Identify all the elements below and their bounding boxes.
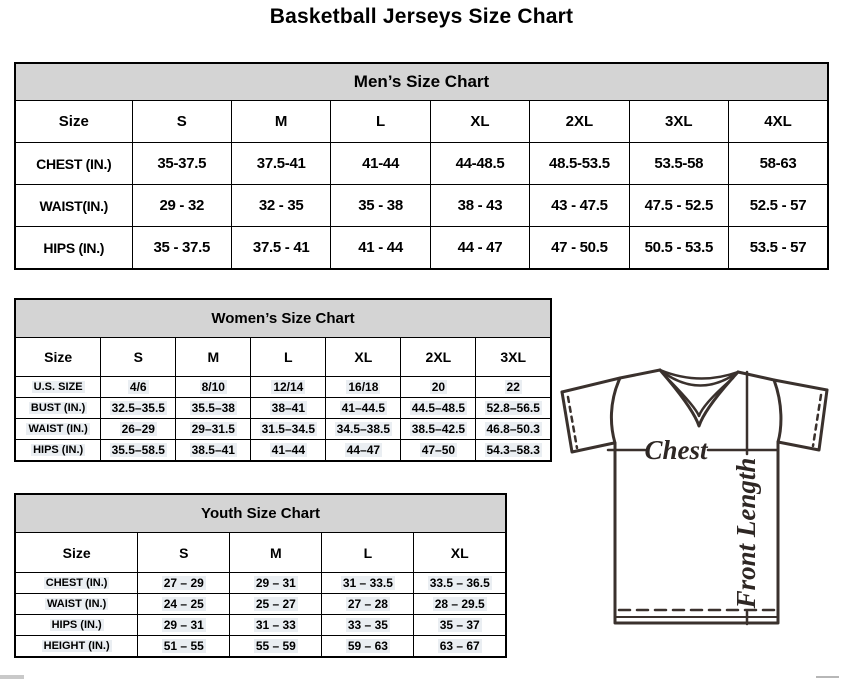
table-row [15,227,828,270]
size-value-text: 53.5 - 57 [749,239,807,256]
size-value-text: 48.5-53.5 [549,155,610,172]
size-header-2xl: 2XL [530,101,629,143]
size-value-cell [326,398,401,419]
size-value-cell [401,398,476,419]
size-header-xl: XL [430,101,529,143]
right-armhole-line [774,380,781,442]
size-value-cell [530,185,629,227]
size-value-text: 4/6 [129,380,147,394]
size-value-text: 53.5-58 [654,155,704,172]
size-value-cell [326,440,401,462]
size-value-cell [176,398,251,419]
table-row [15,185,828,227]
youth-size-table [14,493,507,658]
size-value-cell [322,573,414,594]
size-value-cell [230,573,322,594]
size-value-cell [230,636,322,658]
size-value-text: 29 - 32 [159,197,205,214]
row-label [15,594,138,615]
size-value-cell [476,419,551,440]
size-value-cell [132,185,231,227]
size-value-cell [101,377,176,398]
size-value-text: 29 – 31 [163,618,204,632]
size-value-text: 44-48.5 [455,155,505,172]
size-value-text: 16/18 [348,380,379,394]
size-value-text: 63 – 67 [439,639,480,653]
size-header-s: S [101,338,176,377]
size-value-cell [430,227,529,270]
size-value-text: 46.8–50.3 [486,422,540,436]
table-row [15,615,506,636]
size-value-text: 31 – 33 [255,618,296,632]
row-label-text: WAIST(IN.) [39,197,109,214]
size-value-cell [401,440,476,462]
size-value-cell [530,227,629,270]
size-value-cell [629,227,728,270]
table-row [15,594,506,615]
size-value-cell [530,143,629,185]
size-value-text: 29 – 31 [255,576,296,590]
left-armhole-line [611,378,620,443]
size-header-xl: XL [326,338,401,377]
row-label-text: CHEST (IN.) [45,577,108,589]
row-label [15,143,132,185]
size-value-cell [251,377,326,398]
size-value-text: 37.5-41 [256,155,306,172]
size-value-text: 24 – 25 [163,597,204,611]
horizontal-scrollbar-fragment[interactable] [0,675,24,679]
size-value-text: 8/10 [201,380,225,394]
size-value-text: 38.5–42.5 [411,422,466,436]
size-value-text: 52.8–56.5 [486,401,540,415]
size-value-text: 35.5–38 [191,401,235,415]
row-label-text: HIPS (IN.) [51,619,102,631]
front-length-label: Front Length [731,457,761,609]
size-value-text: 44.5–48.5 [411,401,466,415]
size-value-cell [101,440,176,462]
row-label [15,419,101,440]
size-value-cell [176,440,251,462]
size-header-3xl: 3XL [629,101,728,143]
mens-size-table [14,62,829,270]
size-value-cell [414,636,506,658]
table-row [15,419,551,440]
size-value-cell [729,227,829,270]
size-header-s: S [132,101,231,143]
size-value-text: 54.3–58.3 [486,443,540,457]
size-value-cell [138,594,230,615]
size-value-cell [414,615,506,636]
size-value-text: 59 – 63 [347,639,388,653]
size-value-text: 33.5 – 36.5 [429,576,490,590]
size-value-cell [138,615,230,636]
row-label [15,636,138,658]
size-header-s: S [138,533,230,573]
size-column-header: Size [15,101,132,143]
size-chart-section-title: Men’s Size Chart [15,63,828,101]
size-header-xl: XL [414,533,506,573]
page-title: Basketball Jerseys Size Chart [269,5,574,28]
table-row [15,377,551,398]
row-label [15,377,101,398]
size-value-cell [629,143,728,185]
size-value-text: 38.5–41 [191,443,235,457]
size-value-cell [132,143,231,185]
row-label-text: WAIST (IN.) [28,423,88,435]
row-label-text: HIPS (IN.) [33,444,84,456]
size-value-cell [729,185,829,227]
size-value-cell [230,594,322,615]
size-value-text: 27 – 28 [347,597,388,611]
size-value-text: 22 [506,380,520,394]
size-value-text: 35 - 37.5 [153,239,211,256]
row-label [15,185,132,227]
row-label-text: HEIGHT (IN.) [43,640,110,652]
size-value-cell [729,143,829,185]
size-value-cell [401,419,476,440]
jersey-measurement-diagram [556,362,838,665]
size-value-text: 50.5 - 53.5 [644,239,713,256]
size-value-cell [231,185,330,227]
size-value-text: 26–29 [121,422,155,436]
size-value-cell [414,573,506,594]
size-value-cell [138,573,230,594]
row-label [15,398,101,419]
size-value-text: 31 – 33.5 [342,576,393,590]
size-header-l: L [322,533,414,573]
size-value-cell [414,594,506,615]
size-value-cell [430,143,529,185]
size-header-4xl: 4XL [729,101,829,143]
size-value-text: 35-37.5 [157,155,207,172]
row-label [15,573,138,594]
size-value-text: 34.5–38.5 [336,422,391,436]
size-value-text: 47.5 - 52.5 [644,197,713,214]
size-value-text: 38–41 [271,401,306,415]
size-value-text: 37.5 - 41 [252,239,310,256]
size-value-text: 33 – 35 [347,618,388,632]
size-value-cell [322,594,414,615]
size-value-text: 51 – 55 [163,639,204,653]
horizontal-scrollbar-fragment[interactable] [816,676,839,678]
size-value-text: 27 – 29 [163,576,204,590]
row-label-text: HIPS (IN.) [43,239,105,256]
size-value-text: 35 - 38 [358,197,403,214]
right-shoulder-line [738,372,827,390]
size-value-cell [132,227,231,270]
size-value-cell [251,398,326,419]
size-column-header: Size [15,533,138,573]
size-value-cell [101,398,176,419]
size-value-cell [230,615,322,636]
size-value-text: 44–47 [346,443,381,457]
size-value-cell [629,185,728,227]
size-value-text: 55 – 59 [255,639,296,653]
size-value-cell [430,185,529,227]
size-value-cell [251,419,326,440]
row-label-text: WAIST (IN.) [46,598,107,610]
size-value-text: 28 – 29.5 [434,597,485,611]
size-value-cell [476,398,551,419]
size-chart-section-title: Women’s Size Chart [15,299,551,338]
row-label-text: BUST (IN.) [30,402,86,414]
size-value-cell [231,227,330,270]
left-shoulder-line [562,370,660,392]
size-value-text: 25 – 27 [255,597,296,611]
table-row [15,636,506,658]
size-value-text: 29–31.5 [191,422,235,436]
size-value-cell [322,615,414,636]
size-value-cell [326,377,401,398]
table-row [15,398,551,419]
size-value-text: 41-44 [362,155,400,172]
size-value-text: 58-63 [759,155,797,172]
size-value-cell [231,143,330,185]
size-value-text: 38 - 43 [457,197,503,214]
chest-label: Chest [644,435,708,465]
size-value-cell [326,419,401,440]
size-value-cell [176,377,251,398]
size-header-m: M [230,533,322,573]
size-value-cell [476,440,551,462]
size-value-cell [401,377,476,398]
size-header-l: L [331,101,430,143]
size-chart-section-title: Youth Size Chart [15,494,506,533]
size-value-text: 35 – 37 [439,618,480,632]
size-value-text: 32.5–35.5 [111,401,165,415]
table-row [15,143,828,185]
row-label-text: CHEST (IN.) [36,155,112,172]
row-label [15,227,132,270]
row-label [15,440,101,462]
size-header-3xl: 3XL [476,338,551,377]
size-value-cell [138,636,230,658]
size-value-text: 47–50 [421,443,456,457]
size-value-cell [331,143,430,185]
size-value-cell [176,419,251,440]
size-header-m: M [176,338,251,377]
size-column-header: Size [15,338,101,377]
size-value-text: 12/14 [273,380,304,394]
size-header-m: M [231,101,330,143]
row-label [15,615,138,636]
size-value-text: 31.5–34.5 [261,422,316,436]
womens-size-table [14,298,552,462]
size-value-cell [251,440,326,462]
size-value-cell [331,227,430,270]
size-value-text: 47 - 50.5 [551,239,608,256]
size-header-l: L [251,338,326,377]
size-value-text: 43 - 47.5 [551,197,608,214]
size-value-cell [331,185,430,227]
size-value-text: 32 - 35 [258,197,304,214]
size-value-text: 44 - 47 [457,239,503,256]
size-value-text: 41–44.5 [341,401,386,415]
row-label-text: U.S. SIZE [33,381,83,393]
size-value-cell [101,419,176,440]
size-value-text: 35.5–58.5 [111,443,165,457]
size-value-text: 20 [431,380,446,394]
size-value-cell [322,636,414,658]
table-row [15,440,551,462]
size-value-text: 52.5 - 57 [749,197,807,214]
size-header-2xl: 2XL [401,338,476,377]
size-value-cell [476,377,551,398]
size-value-text: 41 - 44 [358,239,403,256]
table-row [15,573,506,594]
size-value-text: 41–44 [271,443,306,457]
